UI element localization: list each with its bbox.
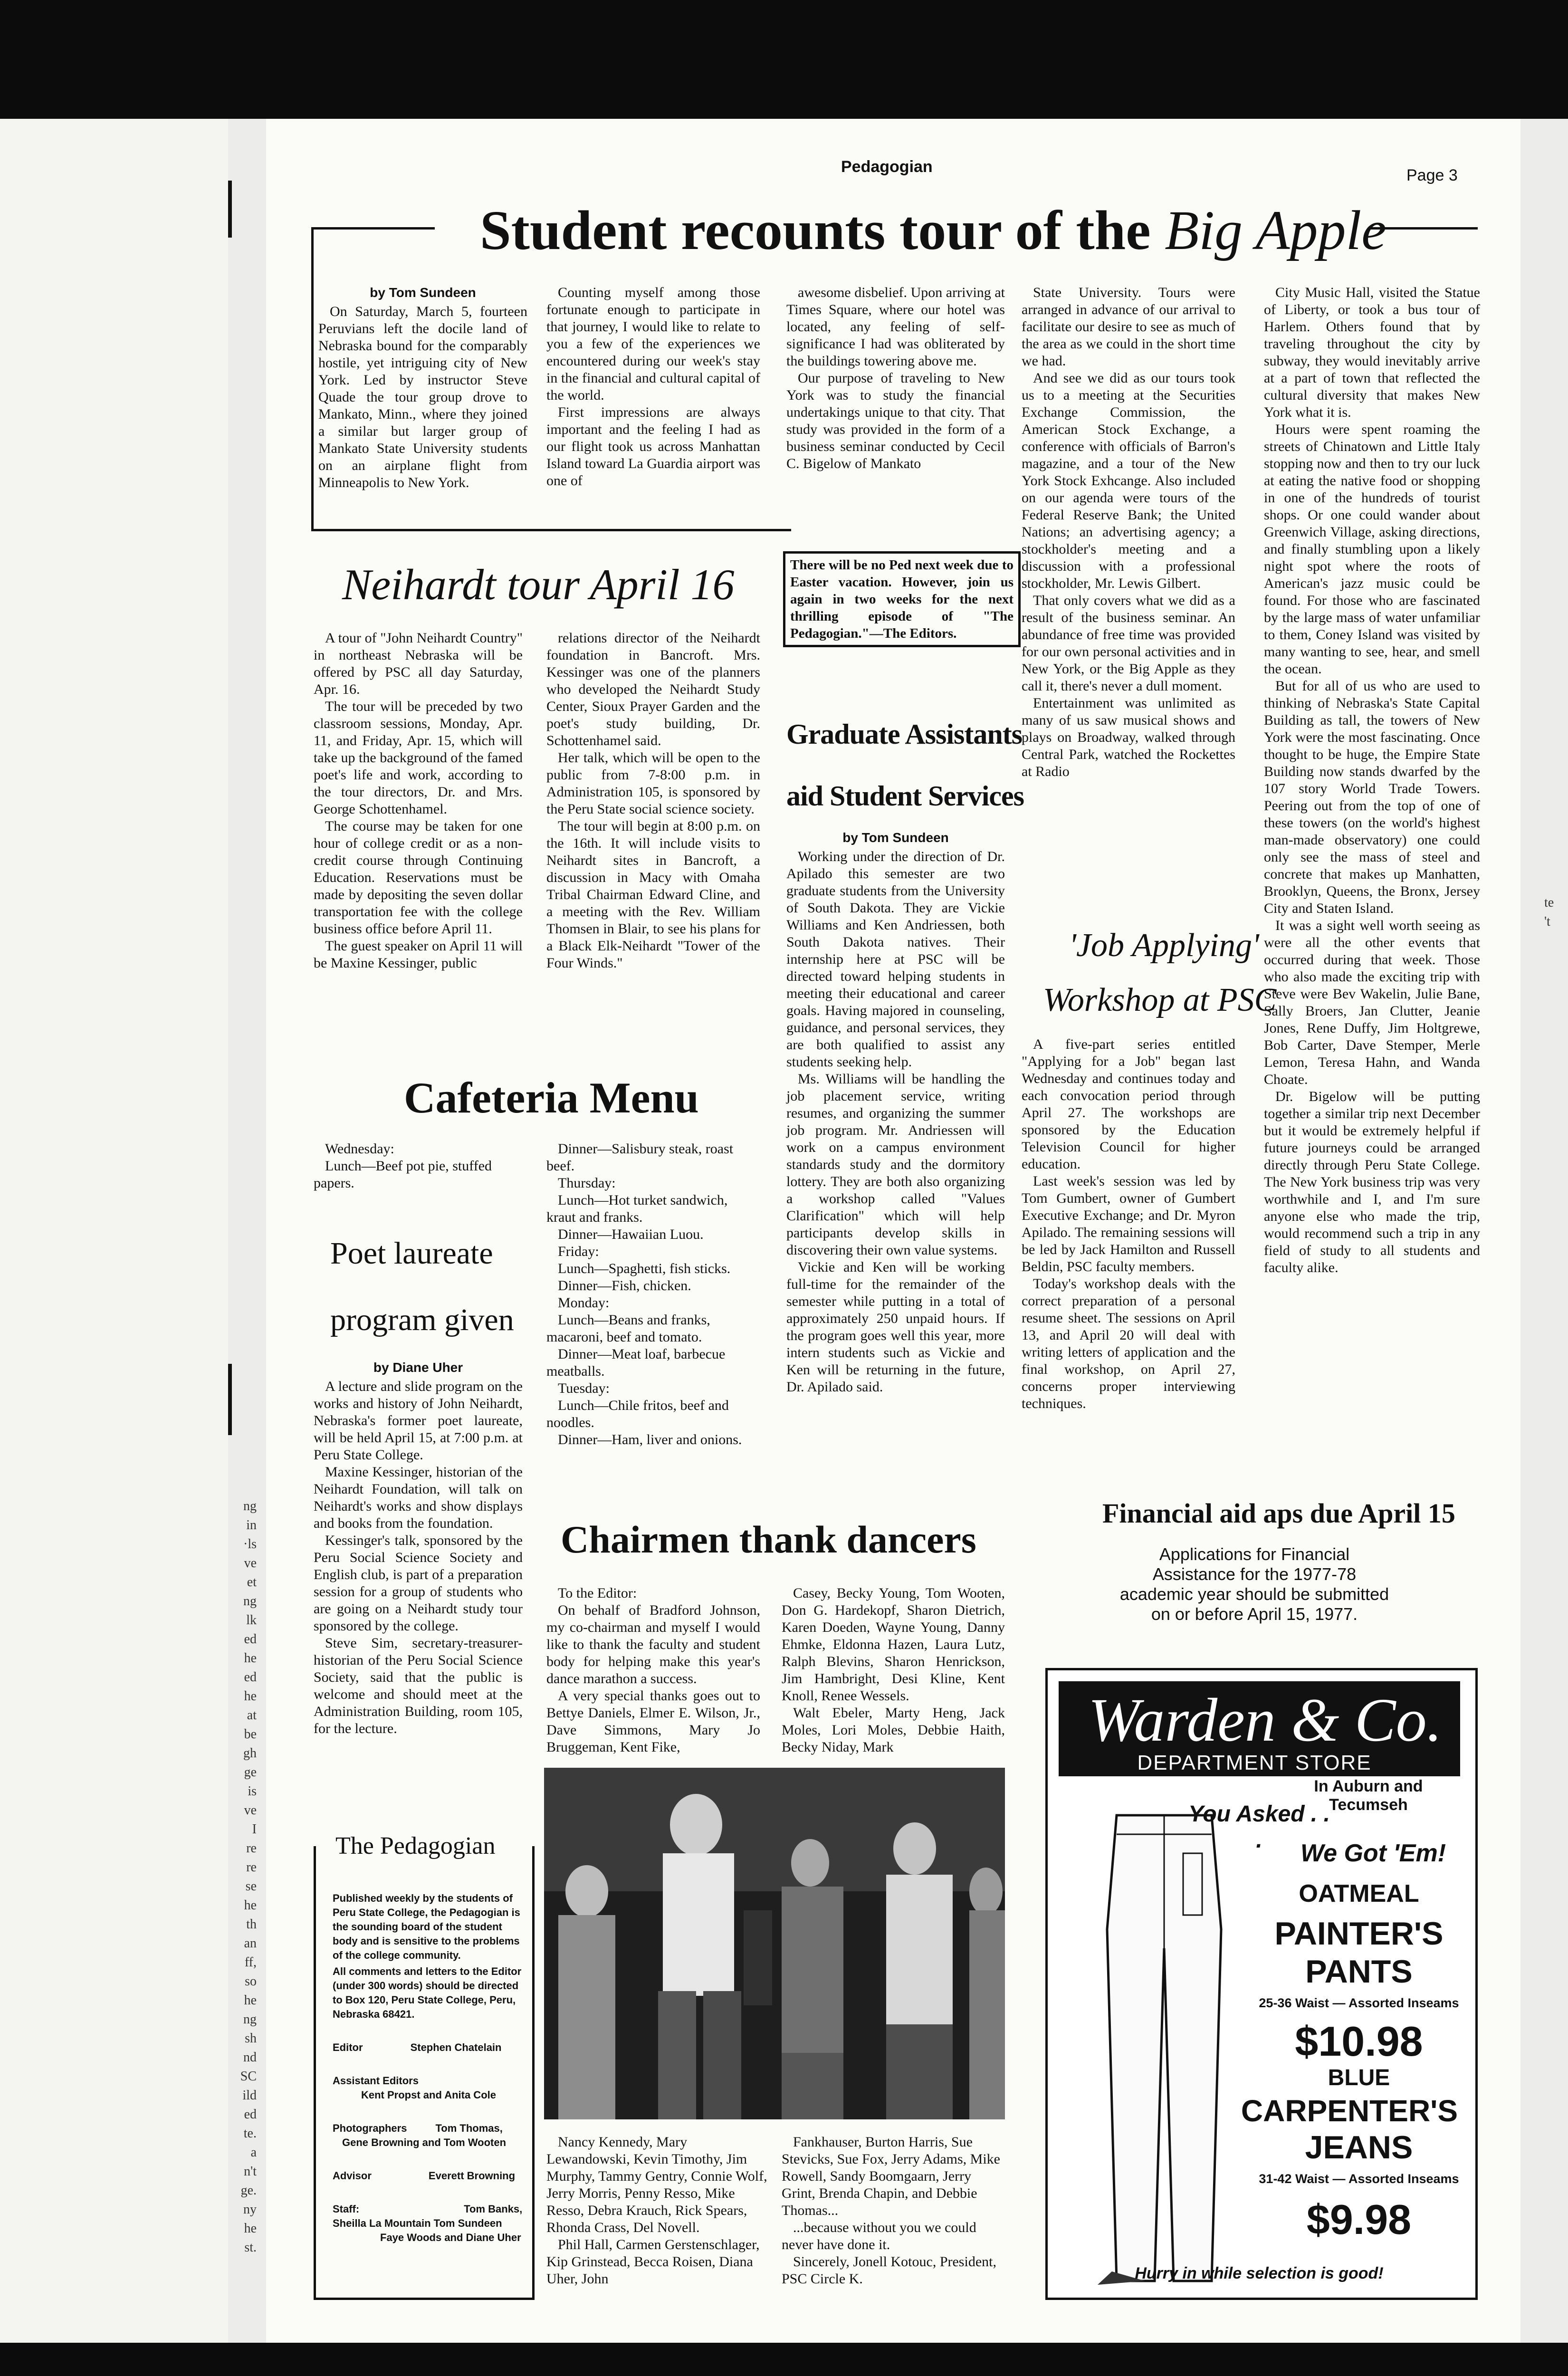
paragraph: Vickie and Ken will be working full-time for the remainder of the semester while putting in a total of approximately 250 unpaid hours. If the program goes well this year, more intern students such as Vickie and Ken will be returning in the future, Dr. Apilado said. [786, 1259, 1005, 1395]
paragraph: On behalf of Bradford Johnson, my co-chairman and myself I would like to thank the faculty and student body for helping make this year's dance marathon a success. [546, 1602, 760, 1686]
margin-fragment: ve [244, 1556, 257, 1571]
paragraph: Dr. Bigelow will be putting together a similar trip next December but it would be extremely helpful if future journeys could be arranged directly through Peru State College. The New York business trip was very worthwhile and I, and I'm sure anyone else who made the trip, would recommend such a trip in any field of study to all students and faculty alike. [1264, 1089, 1480, 1275]
margin-fragment: lk [246, 1613, 257, 1628]
paragraph: Our purpose of traveling to New York was to study the financial undertakings unique to that city. That study was provided in the form of a business seminar conducted by Cecil C. Bigelow of Mankato [786, 370, 1005, 471]
paragraph: The tour will begin at 8:00 p.m. on the 16th. It will include visits to Neihardt sites in Bancroft, a discussion in Macy with Omaha Tribal Chairman Edward Cline, and a meeting with the Rev. William Thomsen in Blair, to see his plans for a Black Elk-Neihardt "Tower of the Four Winds." [546, 818, 760, 971]
warden-jeans: JEANS [1305, 2129, 1413, 2165]
tour-box-bottom [311, 529, 791, 531]
paragraph: Lunch—Beans and franks, macaroni, beef and tomato. [546, 1312, 710, 1345]
paragraph: Casey, Becky Young, Tom Wooten, Don G. Hardekopf, Sharon Dietrich, Karen Doeden, Wayne Young, Danny Ehmke, Eldonna Hazen, Laura Lutz, Ralph Blevins, Sharon Henrickson, Jim Hambright, Desi Kline, Kent Knoll, Renee Wessels. [782, 1585, 1005, 1704]
margin-fragment: an [244, 1936, 257, 1951]
margin-fragment: ng [243, 2012, 257, 2027]
poet-article [314, 1359, 523, 1737]
paragraph: ...because without you we could never have done it. [782, 2220, 976, 2252]
grad-text [786, 848, 1005, 1396]
paragraph: Dinner—Ham, liver and onions. [558, 1432, 742, 1447]
paragraph: State University. Tours were arranged in advance of our arrival to facilitate our desire to see as much of the area as we could in the short time we had. [1022, 285, 1235, 369]
margin-fragment: ild [242, 2088, 257, 2103]
grad-headline-1: Graduate Assistants [786, 719, 1023, 750]
masthead-assist: Kent Propst and Anita Cole [361, 2089, 496, 2101]
paragraph: And see we did as our tours took us to a meeting at the Securities Exchange Commission, the American Stock Exchange, a conference with officials of Barron's magazine, and a tour of the New York Stock Exhcange. Also included on our agenda were tours of the Federal Reserve Bank; the United Nations; an advertising agency; a stockholder's meeting and a discussion with a professional stockholder, Mr. Lewis Gilbert. [1022, 370, 1235, 591]
jeans-illustration [1069, 1806, 1250, 2286]
masthead-staff-row [333, 2202, 523, 2216]
paragraph: A very special thanks goes out to Bettye Daniels, Elmer E. Wilson, Jr., Dave Simmons, Mary Jo Bruggeman, Kent Fike, [546, 1688, 760, 1755]
poet-byline: by Diane Uher [373, 1360, 463, 1375]
warden-blue: BLUE [1328, 2065, 1390, 2090]
margin-fragment: at [247, 1708, 257, 1723]
masthead-photo-row [333, 2121, 523, 2136]
paragraph: Dinner—Salisbury steak, roast beef. [546, 1141, 734, 1174]
masthead-editor-label: Editor [333, 2041, 363, 2053]
warden-carpenters: CARPENTER'S [1241, 2094, 1458, 2128]
paragraph: Lunch—Spaghetti, fish sticks. [558, 1261, 731, 1276]
masthead-advisor: Everett Browning [428, 2170, 516, 2182]
tour-col-4 [1022, 284, 1235, 780]
chairmen-col-4 [782, 2134, 1005, 2288]
binding-mark [228, 181, 232, 238]
masthead-staff-label: Staff: [333, 2203, 360, 2215]
neihardt-col-1-text [314, 630, 523, 972]
poet-headline-1: Poet laureate [330, 1236, 493, 1271]
margin-fragment: ·ls [243, 1537, 257, 1552]
margin-fragment: ed [244, 1670, 257, 1685]
paragraph: To the Editor: [558, 1585, 637, 1601]
dance-photo-image [544, 1768, 1005, 2119]
masthead-staff2: Sheilla La Mountain Tom Sundeen [333, 2217, 502, 2229]
cafeteria-col-2 [546, 1140, 760, 1448]
margin-fragment: a [250, 2145, 257, 2160]
paragraph: Dinner—Fish, chicken. [558, 1278, 691, 1293]
paragraph: Lunch—Hot turket sandwich, kraut and franks. [546, 1192, 728, 1225]
masthead-editor: Stephen Chatelain [410, 2041, 502, 2053]
paragraph: Wednesday: [325, 1141, 394, 1157]
paragraph: A five-part series entitled "Applying for a Job" began last Wednesday and continues today and each convocation period through April 27. The workshops are sponsored by the Education Television Council for higher education. [1022, 1036, 1235, 1172]
paragraph: Tuesday: [558, 1380, 610, 1396]
paragraph: Today's workshop deals with the correct preparation of a personal resume sheet. The sessions on April 13, and April 20 will deal with writing letters of application and the final workshop, on April 27, concerns proper interviewing techniques. [1022, 1276, 1235, 1411]
page-number: Page 3 [1406, 166, 1458, 184]
margin-fragment: sh [245, 2031, 257, 2046]
paragraph: That only covers what we did as a result of the business seminar. An abundance of free time was provided for our own personal activities and in New York, or the Big Apple as they call it, there's never a dull moment. [1022, 593, 1235, 694]
warden-brand: Warden & Co. [1088, 1686, 1443, 1754]
warden-store: DEPARTMENT STORE [1137, 1751, 1372, 1774]
chairmen-col-4-text [782, 2134, 1005, 2288]
margin-fragment: se [245, 1879, 257, 1894]
margin-fragment: re [246, 1860, 257, 1875]
paragraph: The course may be taken for one hour of college credit or as a non-credit course through Continuing Education. Reservations must be made by depositing the seven dollar transportation fee with the college business office before April 11. [314, 818, 523, 937]
tour-col-3-text [786, 284, 1005, 472]
tour-col-2-text [546, 284, 760, 489]
tour-box-top-left [311, 227, 435, 230]
warden-waist-1: 25-36 Waist — Assorted Inseams [1259, 1996, 1459, 2010]
neihardt-col-2 [546, 630, 760, 972]
cafeteria-col-1-text [314, 1140, 523, 1192]
tour-col-1-text [318, 303, 527, 491]
grad-headline-2: aid Student Services [786, 780, 1024, 812]
margin-fragment: gh [243, 1746, 257, 1761]
paragraph: Lunch—Chile fritos, beef and noodles. [546, 1398, 729, 1430]
easter-notice-box [783, 551, 1021, 647]
margin-fragment: ng [243, 1594, 257, 1609]
margin-fragment: ff, [244, 1955, 257, 1970]
margin-fragment: he [244, 1651, 257, 1666]
warden-got: We Got 'Em! [1300, 1839, 1446, 1867]
paragraph: City Music Hall, visited the Statue of Liberty, or took a bus tour of Harlem. Others found that by traveling throughout the city by subway, they would inevitably arrive at a part of town that reflected the cultural diversity that makes New York what it is. [1264, 285, 1480, 420]
finaid-body: Applications for Financial Assistance for the 1977-78 academic year should be submitted on or before April 15, 1977. [1119, 1544, 1389, 1624]
grad-byline: by Tom Sundeen [842, 830, 949, 845]
masthead-rule-bottom [314, 2298, 535, 2300]
job-headline-1: 'Job Applying' [1069, 927, 1259, 964]
margin-fragment: te [1544, 895, 1554, 910]
scan-border-bottom [0, 2343, 1568, 2376]
cafeteria-headline: Cafeteria Menu [404, 1073, 699, 1122]
masthead-editor-row [333, 2041, 523, 2055]
margin-fragment: 't [1544, 914, 1550, 929]
margin-fragment: ve [244, 1803, 257, 1818]
masthead-rule-left [314, 1846, 316, 2300]
margin-fragment: I [252, 1822, 257, 1837]
paragraph: On Saturday, March 5, fourteen Peruvians left the docile land of Nebraska bound for the comparably hostile, yet intriguing city of New York. Led by instructor Steve Quade the tour group drove to Mankato, Minn., where they joined a similar but larger group of Mankato State University students on an airplane flight from Minneapolis to New York. [318, 304, 527, 490]
masthead-body [333, 1891, 523, 2245]
job-article [1022, 1036, 1235, 1412]
margin-fragment: in [246, 1518, 257, 1533]
masthead-photo2: Gene Browning and Tom Wooten [342, 2136, 507, 2148]
paragraph: Hours were spent roaming the streets of Chinatown and Little Italy stopping now and then to try our luck at eating the native food or shopping in one of the hundreds of tourist shops. Or one could wander about Greenwich Village, asking directions, and finally stumbling upon a likely night spot where the roots of American's jazz music could be found. For those who are fascinated by the large mass of water unfamiliar to them, Coney Island was visited by many wanting to see, hear, and smell the ocean. [1264, 422, 1480, 677]
paragraph: Phil Hall, Carmen Gerstenschlager, Kip Grinstead, Becca Roisen, Diana Uher, John [546, 2237, 760, 2287]
paragraph: Ms. Williams will be handling the job placement service, writing resumes, and organizing the summer job program. Mr. Andriessen will work on a campus environment standards study and the dormitory lottery. They are both also organizing a workshop called "Values Clarification" which will help participants develop skills in discovering their own value systems. [786, 1071, 1005, 1258]
tour-box-left [311, 227, 314, 531]
chairmen-col-3 [546, 2134, 770, 2288]
margin-fragment: n't [244, 2164, 257, 2179]
paragraph: But for all of us who are used to thinking of Nebraska's State Capital Building as tall, the towers of New York were the most fascinating. Once thought to be huge, the Empire State Building now stands dwarfed by the 107 story World Trade Towers. Peering out from the top of one of these towers (on the world's highest man-made observatory) one could only see the mass of steel and concrete that makes up Manhatten, Brooklyn, Queens, the Bronx, Jersey City and Staten Island. [1264, 678, 1480, 916]
tour-headline-plain: Student recounts tour of the [480, 199, 1165, 261]
warden-waist-2: 31-42 Waist — Assorted Inseams [1259, 2172, 1459, 2186]
margin-fragment: st. [244, 2240, 257, 2255]
tour-col-4-text [1022, 284, 1235, 780]
masthead-staff1: Tom Banks, [464, 2203, 523, 2215]
paragraph: Entertainment was unlimited as many of us saw musical shows and plays on Broadway, walked through Central Park, watched the Rockettes at Radio [1022, 695, 1235, 779]
paragraph: Kessinger's talk, sponsored by the Peru Social Science Society and English club, is part of a preparation session for a group of students who are going on a Neihardt study tour sponsored by the college. [314, 1533, 523, 1634]
poet-headline-2: program given [330, 1303, 514, 1337]
paragraph: Friday: [558, 1244, 599, 1259]
neihardt-headline: Neihardt tour April 16 [342, 560, 735, 609]
margin-fragment: he [244, 1898, 257, 1913]
paragraph: Steve Sim, secretary-treasurer-historian of the Peru Social Science Society, said that the public is welcome and should meet at the Administration Building, room 105, for the lecture. [314, 1635, 523, 1736]
margin-fragment: et [247, 1575, 257, 1590]
binding-mark [228, 1364, 232, 1435]
margin-bleed-right [1544, 893, 1566, 931]
tour-headline-italic: Big Apple [1165, 199, 1386, 261]
warden-hurry: Hurry in while selection is good! [1135, 2264, 1384, 2282]
tour-col-3 [786, 284, 1005, 472]
warden-location: In Auburn and Tecumseh [1314, 1777, 1423, 1814]
paragraph: Fankhauser, Burton Harris, Sue Stevicks, Sue Fox, Jerry Adams, Mike Rowell, Sandy Boomgaarn, Jerry Grint, Brenda Chapin, and Debbie Thomas... [782, 2134, 1000, 2218]
paragraph: Monday: [558, 1295, 610, 1311]
tour-col-5 [1264, 284, 1480, 1276]
paragraph: The tour will be preceded by two classroom sessions, Monday, Apr. 11, and Friday, Apr. 15, which will take up the background of the famed poet's life and work, according to the tour directors, Dr. and Mrs. George Schottenhamel. [314, 699, 523, 817]
easter-notice-text: There will be no Ped next week due to Easter vacation. However, join us again in two weeks for the next thrilling episode of "The Pedagogian."—The Editors. [790, 557, 1013, 641]
chairmen-col-1 [546, 1585, 760, 1756]
chairmen-col-3-text [546, 2134, 770, 2288]
margin-fragment: ny [243, 2202, 257, 2217]
job-headline-2: Workshop at PSC [1043, 982, 1277, 1018]
warden-oatmeal: OATMEAL [1299, 1880, 1419, 1907]
margin-fragment: nd [243, 2050, 257, 2065]
paragraph: The guest speaker on April 11 will be Maxine Kessinger, public [314, 938, 523, 971]
margin-fragment: SC [240, 2069, 257, 2084]
paper-name: Pedagogian [841, 158, 933, 176]
margin-fragment: th [246, 1917, 257, 1932]
warden-painters: PAINTER'S [1274, 1916, 1444, 1952]
warden-pants: PANTS [1305, 1954, 1413, 1990]
masthead-photo1: Tom Thomas, [435, 2122, 503, 2134]
masthead-desc: Published weekly by the students of Peru State College, the Pedagogian is the sounding board of the student body and is sensitive to the problems of the college community. [333, 1892, 520, 1961]
neihardt-col-1 [314, 630, 523, 972]
tour-col-1 [318, 284, 527, 491]
margin-fragment: ng [243, 1499, 257, 1514]
job-text [1022, 1036, 1235, 1412]
margin-fragment: so [245, 1974, 257, 1989]
grad-article [786, 829, 1005, 1396]
masthead-advisor-row [333, 2169, 523, 2183]
chairmen-col-2 [782, 1585, 1005, 1756]
paragraph: A lecture and slide program on the works and history of John Neihardt, Nebraska's former poet laureate, will be held April 15, at 7:00 p.m. at Peru State College. [314, 1379, 523, 1463]
paragraph: awesome disbelief. Upon arriving at Times Square, where our hotel was located, any feeling of self-significance I had was obliterated by the buildings towering above me. [786, 285, 1005, 369]
masthead-staff3: Faye Woods and Diane Uher [380, 2232, 521, 2243]
warden-price-2: $9.98 [1306, 2196, 1412, 2243]
margin-fragment: te. [243, 2126, 257, 2141]
paragraph: Last week's session was led by Tom Gumbert, owner of Gumbert Executive Exchange; and Dr. Myron Apilado. The remaining sessions will be led by Jack Hamilton and Russell Beldin, PSC faculty members. [1022, 1173, 1235, 1274]
paragraph: Sincerely, Jonell Kotouc, President, PSC Circle K. [782, 2254, 996, 2287]
margin-bleed-left [223, 1497, 257, 2257]
paragraph: First impressions are always important and the feeling I had as our flight took us across Manhattan Island toward La Guardia airport was one of [546, 404, 760, 489]
paragraph: Dinner—Hawaiian Luou. [558, 1226, 704, 1242]
chairmen-col-2-text [782, 1585, 1005, 1756]
neihardt-col-2-text [546, 630, 760, 972]
tour-headline [480, 200, 1386, 261]
masthead-assist-label: Assistant Editors [333, 2075, 419, 2087]
margin-fragment: be [244, 1727, 257, 1742]
chairmen-col-1-text [546, 1585, 760, 1756]
warden-price-1: $10.98 [1295, 2018, 1423, 2065]
masthead-title: The Pedagogian [333, 1832, 498, 1860]
margin-fragment: ed [244, 1632, 257, 1647]
paragraph: Maxine Kessinger, historian of the Neihardt Foundation, will talk on Neihardt's works and show displays and books from the foundation. [314, 1464, 523, 1531]
paragraph: Working under the direction of Dr. Apilado this semester are two graduate students from the University of South Dakota. They are Vickie Williams and Ken Andriessen, both South Dakota natives. Their internship here at PSC will be directed toward helping students in meeting their educational and career goals. Having majored in counseling, guidance, and personal services, they are both qualified to assist any students seeking help. [786, 849, 1005, 1070]
tour-byline: by Tom Sundeen [370, 285, 476, 300]
tour-col-5-text [1264, 284, 1480, 1276]
paragraph: Dinner—Meat loaf, barbecue meatballs. [546, 1346, 726, 1379]
chairmen-headline: Chairmen thank dancers [561, 1518, 976, 1561]
paragraph: A tour of "John Neihardt Country" in northeast Nebraska will be offered by PSC all day Saturday, Apr. 16. [314, 630, 523, 697]
masthead-letters: All comments and letters to the Editor (under 300 words) should be directed to Box 120, Peru State College, Peru, Nebraska 68421. [333, 1965, 522, 2020]
margin-fragment: is [248, 1784, 257, 1799]
cafeteria-col-2-text [546, 1140, 760, 1448]
scan-border-top [0, 0, 1568, 119]
paragraph: relations director of the Neihardt foundation in Bancroft. Mrs. Kessinger was one of the planners who developed the Neihardt Study Center, Sioux Prayer Garden and the poet's study building, Dr. Schottenhamel said. [546, 630, 760, 748]
scan-edge-right [1520, 119, 1568, 2343]
poet-text [314, 1378, 523, 1737]
cafeteria-col-1 [314, 1140, 523, 1192]
tour-col-2 [546, 284, 760, 489]
margin-fragment: ed [244, 2107, 257, 2122]
margin-fragment: he [244, 2221, 257, 2236]
paragraph: Thursday: [558, 1175, 616, 1191]
paragraph: It was a sight well worth seeing as were all the other events that occurred during that week. Those who also made the exciting trip with Steve were Bev Wakelin, Julie Bane, Sally Broers, Jan Clutter, Jeanie Jones, Rene Duffy, Jim Holtgrewe, Bob Carter, Dave Stemper, Merle Lemon, Teresa Hahn, and Wanda Choate. [1264, 918, 1480, 1087]
paragraph: Nancy Kennedy, Mary Lewandowski, Kevin Timothy, Jim Murphy, Tammy Gentry, Connie Wolf, Jerry Morris, Penny Resso, Mike Resso, Debra Krauch, Rick Spears, Rhonda Crass, Del Novell. [546, 2134, 767, 2235]
margin-fragment: ge. [240, 2183, 257, 2198]
masthead-photo-label: Photographers [333, 2122, 407, 2134]
margin-fragment: re [246, 1841, 257, 1856]
dance-marathon-photo [544, 1768, 1005, 2119]
warden-asked: You Asked . . . [1188, 1801, 1330, 1853]
paragraph: Her talk, which will be open to the public from 7-8:00 p.m. in Administration 105, is sponsored by the Peru State social science society. [546, 750, 760, 817]
margin-fragment: he [244, 1993, 257, 2008]
paragraph: Counting myself among those fortunate enough to participate in that journey, I would like to relate to you a few of the experiences we encountered during our week's stay in the financial and cultural capital of the world. [546, 285, 760, 403]
masthead-advisor-label: Advisor [333, 2170, 372, 2182]
paragraph: Lunch—Beef pot pie, stuffed papers. [314, 1158, 492, 1191]
margin-fragment: he [244, 1689, 257, 1704]
masthead-rule-right [532, 1846, 535, 2300]
margin-fragment: ge [244, 1765, 257, 1780]
paragraph: Walt Ebeler, Marty Heng, Jack Moles, Lori Moles, Debbie Haith, Becky Niday, Mark [782, 1705, 1005, 1755]
finaid-headline: Financial aid aps due April 15 [1102, 1498, 1455, 1529]
